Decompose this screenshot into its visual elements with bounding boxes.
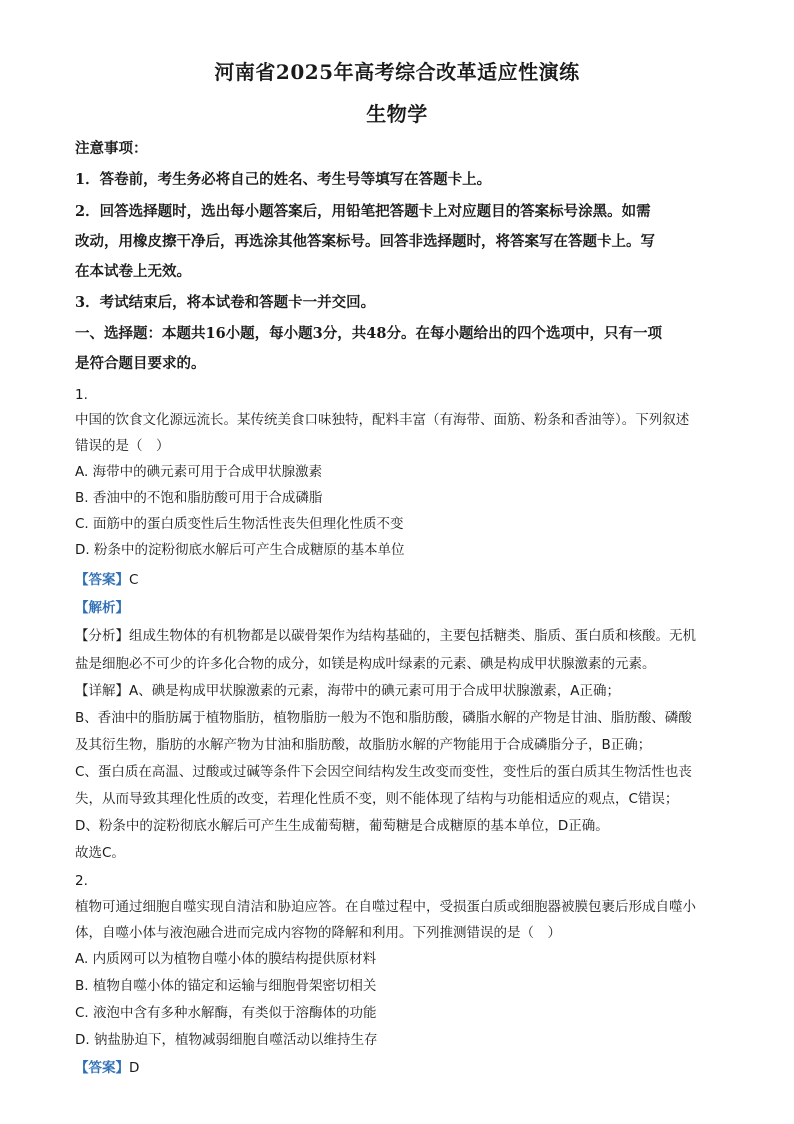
section-heading: 一、选择题：本题共16小题，每小题3分，共48分。在每小题给出的四个选项中，只有一项 (75, 325, 662, 342)
option-a: A. 内质网可以为植物自噬小体的膜结构提供原材料 (75, 951, 377, 967)
option-d: D. 粉条中的淀粉彻底水解后可产生合成糖原的基本单位 (75, 542, 405, 558)
option-b: B. 植物自噬小体的锚定和运输与细胞骨架密切相关 (75, 978, 377, 994)
section-heading: 是符合题目要求的。 (75, 355, 206, 372)
answer-value: D (129, 1060, 140, 1076)
option-c: C. 液泡中含有多种水解酶，有类似于溶酶体的功能 (75, 1005, 377, 1021)
analysis-line: 故选C。 (75, 845, 125, 861)
option-c: C. 面筋中的蛋白质变性后生物活性丧失但理化性质不变 (75, 516, 404, 532)
notice-heading: 注意事项： (75, 140, 148, 157)
question-stem: 植物可通过细胞自噬实现自清洁和胁迫应答。在自噬过程中，受损蛋白质或细胞器被膜包裹后形成自噬小 (75, 899, 696, 915)
analysis-line: 及其衍生物，脂肪的水解产物为甘油和脂肪酸，故脂肪水解的产物能用于合成磷脂分子，B正确； (75, 737, 652, 753)
analysis-line: 【分析】组成生物体的有机物都是以碳骨架作为结构基础的，主要包括糖类、脂质、蛋白质和核酸。无机 (75, 628, 696, 644)
analysis-line: C、蛋白质在高温、过酸或过碱等条件下会因空间结构发生改变而变性，变性后的蛋白质其生物活性也丧 (75, 764, 692, 780)
notice-line: 3．考试结束后，将本试卷和答题卡一并交回。 (75, 294, 376, 311)
answer-value: C (129, 572, 139, 588)
subject-title: 生物学 (366, 102, 428, 126)
question-stem: 体，自噬小体与液泡融合进而完成内容物的降解和利用。下列推测错误的是（ ） (75, 925, 561, 941)
analysis-line: 失，从而导致其理化性质的改变，若理化性质不变，则不能体现了结构与功能相适应的观点，C错误； (75, 791, 679, 807)
notice-line: 改动，用橡皮擦干净后，再选涂其他答案标号。回答非选择题时，将答案写在答题卡上。写 (75, 233, 655, 250)
notice-line: 2．回答选择题时，选出每小题答案后，用铅笔把答题卡上对应题目的答案标号涂黑。如需 (75, 203, 651, 220)
analysis-line: B、香油中的脂肪属于植物脂肪，植物脂肪一般为不饱和脂肪酸，磷脂水解的产物是甘油、脂肪酸、磷酸 (75, 710, 692, 726)
option-b: B. 香油中的不饱和脂肪酸可用于合成磷脂 (75, 490, 323, 506)
answer-line (75, 1058, 725, 1078)
analysis-line: 【详解】A、碘是构成甲状腺激素的元素，海带中的碘元素可用于合成甲状腺激素，A正确； (75, 683, 620, 699)
exam-title: 河南省2025年高考综合改革适应性演练 (214, 60, 580, 84)
analysis-label: 【解析】 (75, 600, 129, 616)
notice-line: 1．答卷前，考生务必将自己的姓名、考生号等填写在答题卡上。 (75, 171, 492, 188)
question-number: 2. (75, 873, 88, 889)
answer-tag: 【答案】 (75, 1060, 129, 1076)
question-stem: 错误的是（ ） (75, 438, 170, 454)
analysis-line: D、粉条中的淀粉彻底水解后可产生生成葡萄糖，葡萄糖是合成糖原的基本单位，D正确。 (75, 818, 609, 834)
option-a: A. 海带中的碘元素可用于合成甲状腺激素 (75, 464, 323, 480)
answer-tag: 【答案】 (75, 572, 129, 588)
question-stem: 中国的饮食文化源远流长。某传统美食口味独特，配料丰富（有海带、面筋、粉条和香油等）。下列叙述 (75, 412, 690, 428)
notice-line: 在本试卷上无效。 (75, 263, 191, 280)
question-number: 1. (75, 387, 88, 403)
analysis-tag (75, 598, 725, 618)
answer-line (75, 570, 725, 590)
option-d: D. 钠盐胁迫下，植物减弱细胞自噬活动以维持生存 (75, 1032, 378, 1048)
analysis-line: 盐是细胞必不可少的许多化合物的成分，如镁是构成叶绿素的元素、碘是构成甲状腺激素的元素。 (75, 656, 656, 672)
